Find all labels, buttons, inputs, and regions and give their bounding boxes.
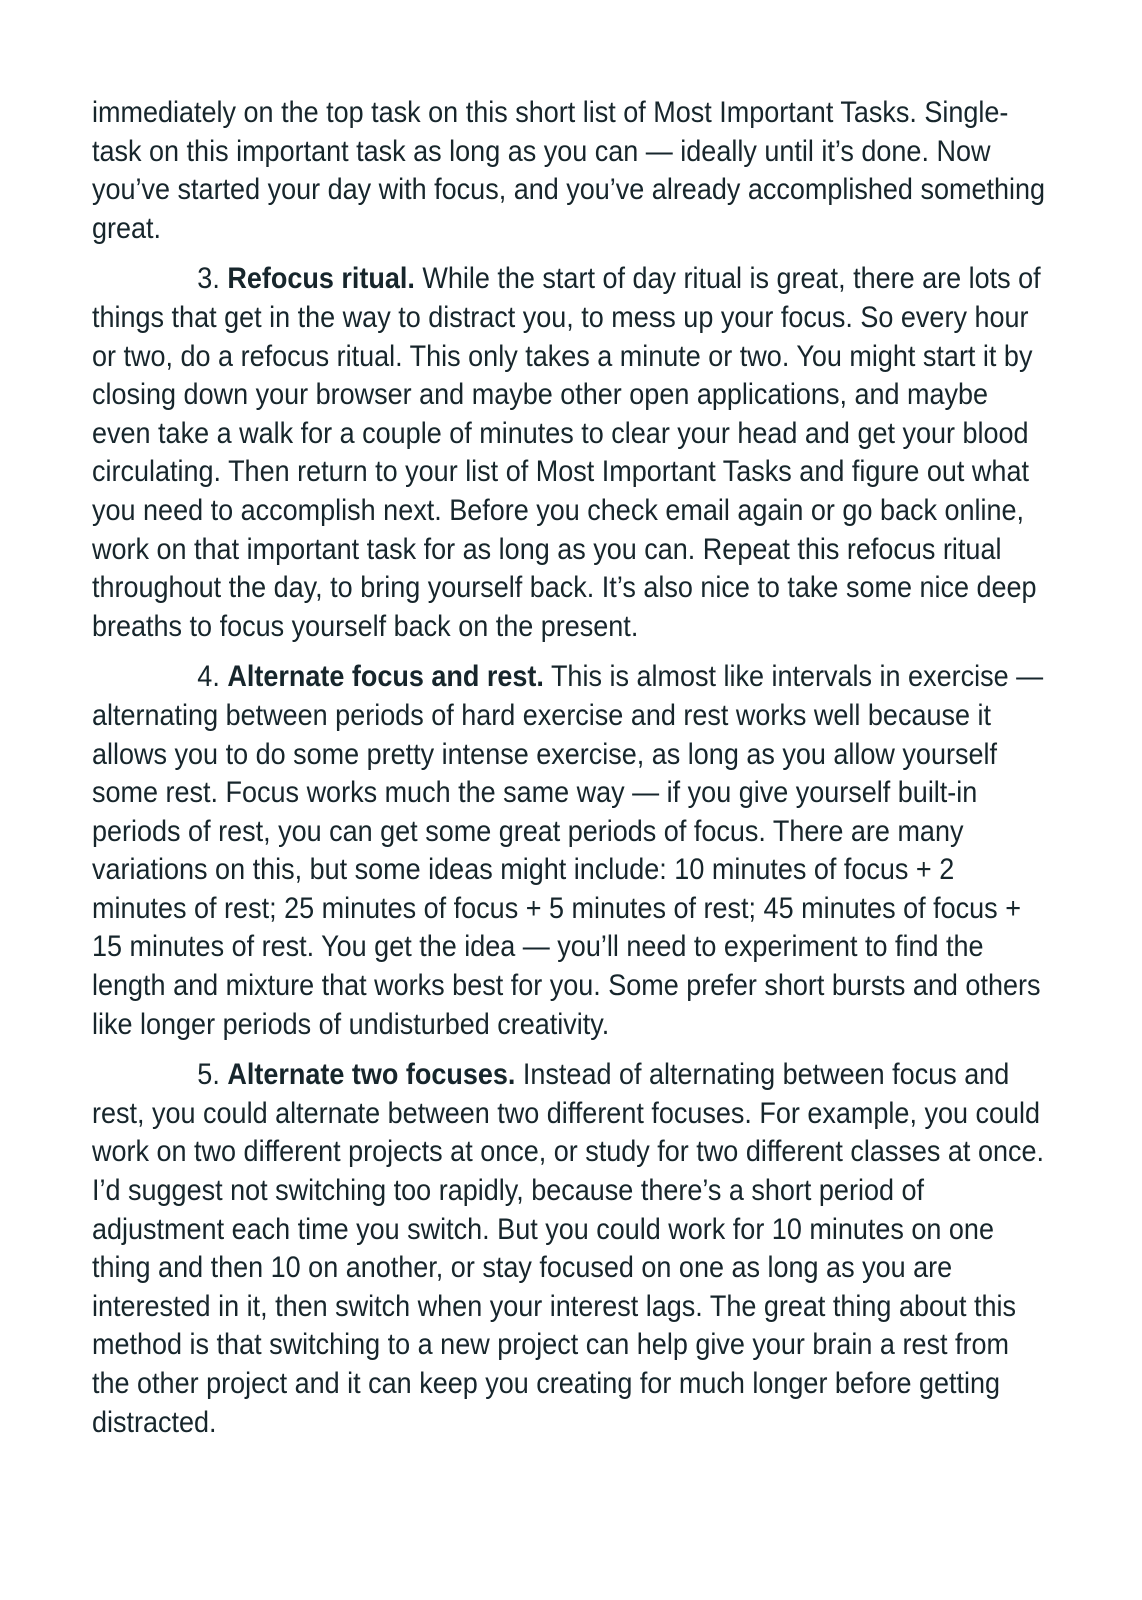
item-body: This is almost like intervals in exercise — alternating between periods of hard exercise and rest works well because it allows you to do some pretty intense exercise, as long as you allow yourself some rest. Focus works much the same way — if you give yourself built-in periods of rest, you can get some great periods of focus. There are many variations on this, but some ideas might include: 10 minutes of focus + 2 minutes of rest; 25 minutes of focus + 5 minutes of rest; 45 minutes of focus + 15 minutes of rest. You get the idea — you’ll need to experiment to find the length and mixture that works best for you. Some prefer short bursts and others like longer periods of undisturbed creativity.: [92, 660, 1044, 1041]
item-body: Instead of alternating between focus and rest, you could alternate between two different focuses. For example, you could work on two different projects at once, or study for two different classes at once. I’d suggest not switching too rapidly, because there’s a short period of adjustment each time you switch. But you could work for 10 minutes on one thing and then 10 on another, or stay focused on one as long as you are interested in it, then switch when your interest lags. The great thing about this method is that switching to a new project can help give your brain a rest from the other project and it can keep you creating for much longer before getting distracted.: [92, 1058, 1044, 1439]
list-item-4: [92, 658, 1051, 1044]
item-body: While the start of day ritual is great, there are lots of things that get in the way to distract you, to mess up your focus. So every hour or two, do a refocus ritual. This only takes a minute or two. You might start it by closing down your browser and maybe other open applications, and maybe even take a walk for a couple of minutes to clear your head and get your blood circulating. Then return to your list of Most Important Tasks and figure out what you need to accomplish next. Before you check email again or go back online, work on that important task for as long as you can. Repeat this refocus ritual throughout the day, to bring yourself back. It’s also nice to take some nice deep breaths to focus yourself back on the present.: [92, 262, 1041, 643]
item-heading: Alternate two focuses.: [227, 1058, 516, 1092]
item-number: 4.: [197, 660, 220, 694]
list-item-3: [92, 260, 1051, 646]
item-number: 5.: [197, 1058, 220, 1092]
intro-text: immediately on the top task on this short list of Most Important Tasks. Single-task on this important task as long as you can — ideally until it’s done. Now you’ve started your day with focus, and you’ve already accomplished something great.: [92, 96, 1046, 245]
item-heading: Alternate focus and rest.: [227, 660, 544, 694]
document-page: [92, 94, 1051, 1454]
item-heading: Refocus ritual.: [227, 262, 415, 296]
intro-paragraph: [92, 94, 1051, 248]
list-item-5: [92, 1056, 1051, 1442]
item-number: 3.: [197, 262, 220, 296]
